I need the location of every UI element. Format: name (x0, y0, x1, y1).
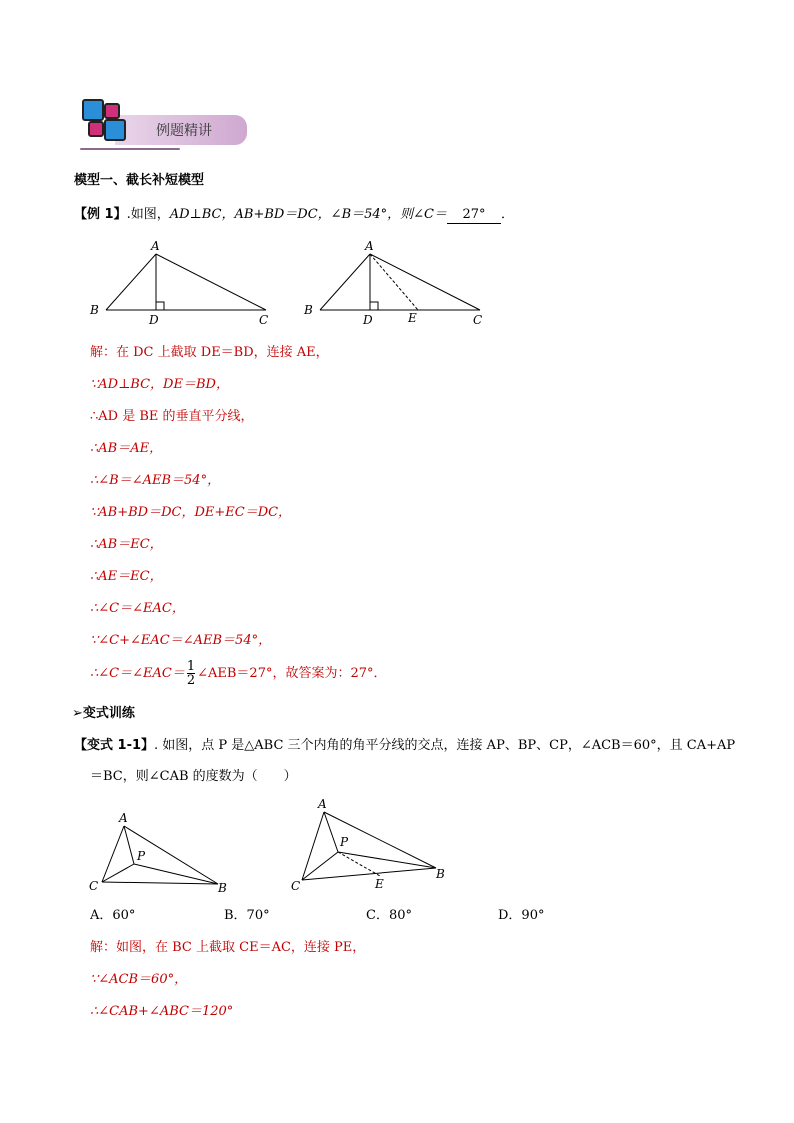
solution-line-8: ∴AE＝EC， (90, 569, 163, 584)
label-b: B (218, 881, 227, 895)
label-p: P (137, 849, 146, 863)
solution-line-10: ∵∠C+∠EAC＝∠AEB＝54°， (90, 633, 272, 648)
label-b: B (304, 303, 313, 317)
solution2-line-3: ∴∠CAB+∠ABC＝120° (90, 1004, 234, 1019)
choice-a: A．60° (90, 908, 136, 923)
label-c: C (259, 313, 269, 327)
figure-2 (300, 236, 500, 332)
example-text-a: .如图， (126, 207, 170, 222)
example-1-question (74, 207, 514, 224)
solution-line-9: ∴∠C＝∠EAC， (90, 601, 185, 616)
label-e: E (375, 877, 384, 891)
label-p: P (340, 835, 349, 849)
label-a: A (119, 812, 128, 825)
label-b: B (436, 867, 445, 881)
banner-logo-icon (80, 97, 124, 141)
solution-last-prefix: ∴∠C＝∠EAC＝ (90, 666, 185, 681)
solution2-line-2: ∵∠ACB＝60°， (90, 972, 188, 987)
label-a: A (318, 797, 327, 811)
example-tag: 【例 1】 (74, 207, 127, 222)
variant-tag: 【变式 1-1】 (74, 738, 155, 753)
banner-title: 例题精讲 (156, 123, 212, 139)
choice-b: B．70° (224, 908, 270, 923)
label-e: E (408, 311, 417, 325)
choice-d: D．90° (498, 908, 545, 923)
figure-3 (86, 812, 236, 896)
figure-4 (286, 796, 456, 896)
fraction (187, 660, 195, 687)
label-a: A (151, 239, 160, 253)
label-b: B (90, 303, 99, 317)
figure-1 (86, 236, 286, 332)
variant-1-line-1 (74, 738, 735, 754)
solution-last-suffix: ∠AEB＝27°，故答案为：27°． (197, 666, 387, 681)
section-title: 模型一、截长补短模型 (74, 173, 205, 188)
solution-line-7: ∴AB＝EC， (90, 537, 163, 552)
label-d: D (363, 313, 373, 327)
example-text-b: AD⊥BC，AB+BD＝DC，∠B＝54°，则∠C＝ (169, 207, 448, 222)
example-end: ． (501, 207, 515, 222)
fraction-numerator: 1 (186, 659, 196, 674)
banner-underline (80, 148, 180, 150)
label-a: A (365, 239, 374, 253)
variant-text: . 如图，点 P 是△ABC 三个内角的角平分线的交点，连接 AP、BP、CP，∠ACB＝60°，且 CA+AP (154, 738, 736, 753)
solution2-line-1: 解：如图，在 BC 上截取 CE＝AC，连接 PE， (90, 940, 366, 955)
solution-line-1: 解：在 DC 上截取 DE＝BD，连接 AE， (90, 345, 329, 360)
label-c: C (291, 879, 301, 893)
solution-line-3: ∴AD 是 BE 的垂直平分线， (90, 409, 254, 424)
answer-blank: 27° (447, 207, 501, 224)
section-banner (80, 97, 250, 153)
solution-line-4: ∴AB＝AE， (90, 441, 163, 456)
solution-line-6: ∵AB+BD＝DC，DE+EC＝DC， (90, 505, 292, 520)
label-c: C (89, 879, 99, 893)
solution-line-11 (90, 660, 387, 687)
label-d: D (149, 313, 159, 327)
choice-c: C．80° (366, 908, 412, 923)
fraction-denominator: 2 (186, 673, 196, 688)
variant-heading: ➢变式训练 (72, 706, 135, 721)
variant-1-line-2: ＝BC，则∠CAB 的度数为（ ） (90, 769, 297, 784)
label-c: C (473, 313, 483, 327)
solution-line-2: ∵AD⊥BC，DE＝BD， (90, 377, 229, 392)
solution-line-5: ∴∠B＝∠AEB＝54°， (90, 473, 221, 488)
